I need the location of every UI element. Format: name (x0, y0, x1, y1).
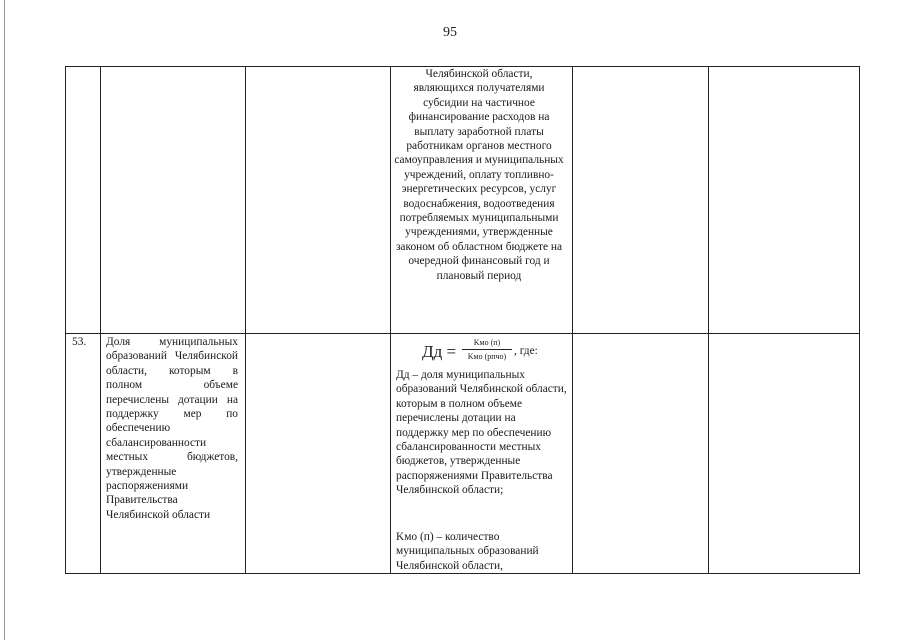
formula (400, 337, 570, 367)
row-continuation-method: Челябинской области, являющихся получателями субсидии на частичное финансирование расходов на выплату заработной платы работникам органов местного самоуправления и муниципальных учреждений, оплату топливно-энергетических ресурсов, услуг водоснабжения, водоотведения потребляемых муниципальными учреждениями, утвержденные законом об областном бюджете на очередной финансовый год и плановый период (394, 68, 564, 282)
formula-denominator: Kмо (рпчо) (467, 352, 507, 361)
row-number: 53. (72, 336, 87, 348)
formula-suffix: , где: (514, 345, 538, 357)
page-number: 95 (443, 25, 457, 40)
table-border-right (859, 66, 860, 574)
column-divider (100, 66, 101, 574)
column-divider (245, 66, 246, 574)
formula-lhs: Дд = (422, 342, 457, 361)
indicator-name: Доля муниципальных образований Челябинской области, которым в полном объеме перечислены дотации на поддержку мер по обеспечению сбалансированности местных бюджетов, утвержденные распоряжениями Правительства Челябинской области (106, 336, 238, 521)
fraction-bar (462, 349, 512, 350)
table-border-left (65, 66, 66, 574)
column-divider (708, 66, 709, 574)
column-divider (572, 66, 573, 574)
column-divider (390, 66, 391, 574)
formula-numerator: Kмо (п) (473, 338, 501, 347)
formula-fraction (462, 337, 512, 362)
row-divider (65, 333, 860, 334)
definition-count: Kмо (п) – количество муниципальных образований Челябинской области, (396, 531, 539, 572)
definition-share: Дд – доля муниципальных образований Челябинской области, которым в полном объеме перечислены дотации на поддержку мер по обеспечению сбалансированности местных бюджетов, утвержденные распоряжениями Правительства Челябинской области; (396, 369, 567, 497)
